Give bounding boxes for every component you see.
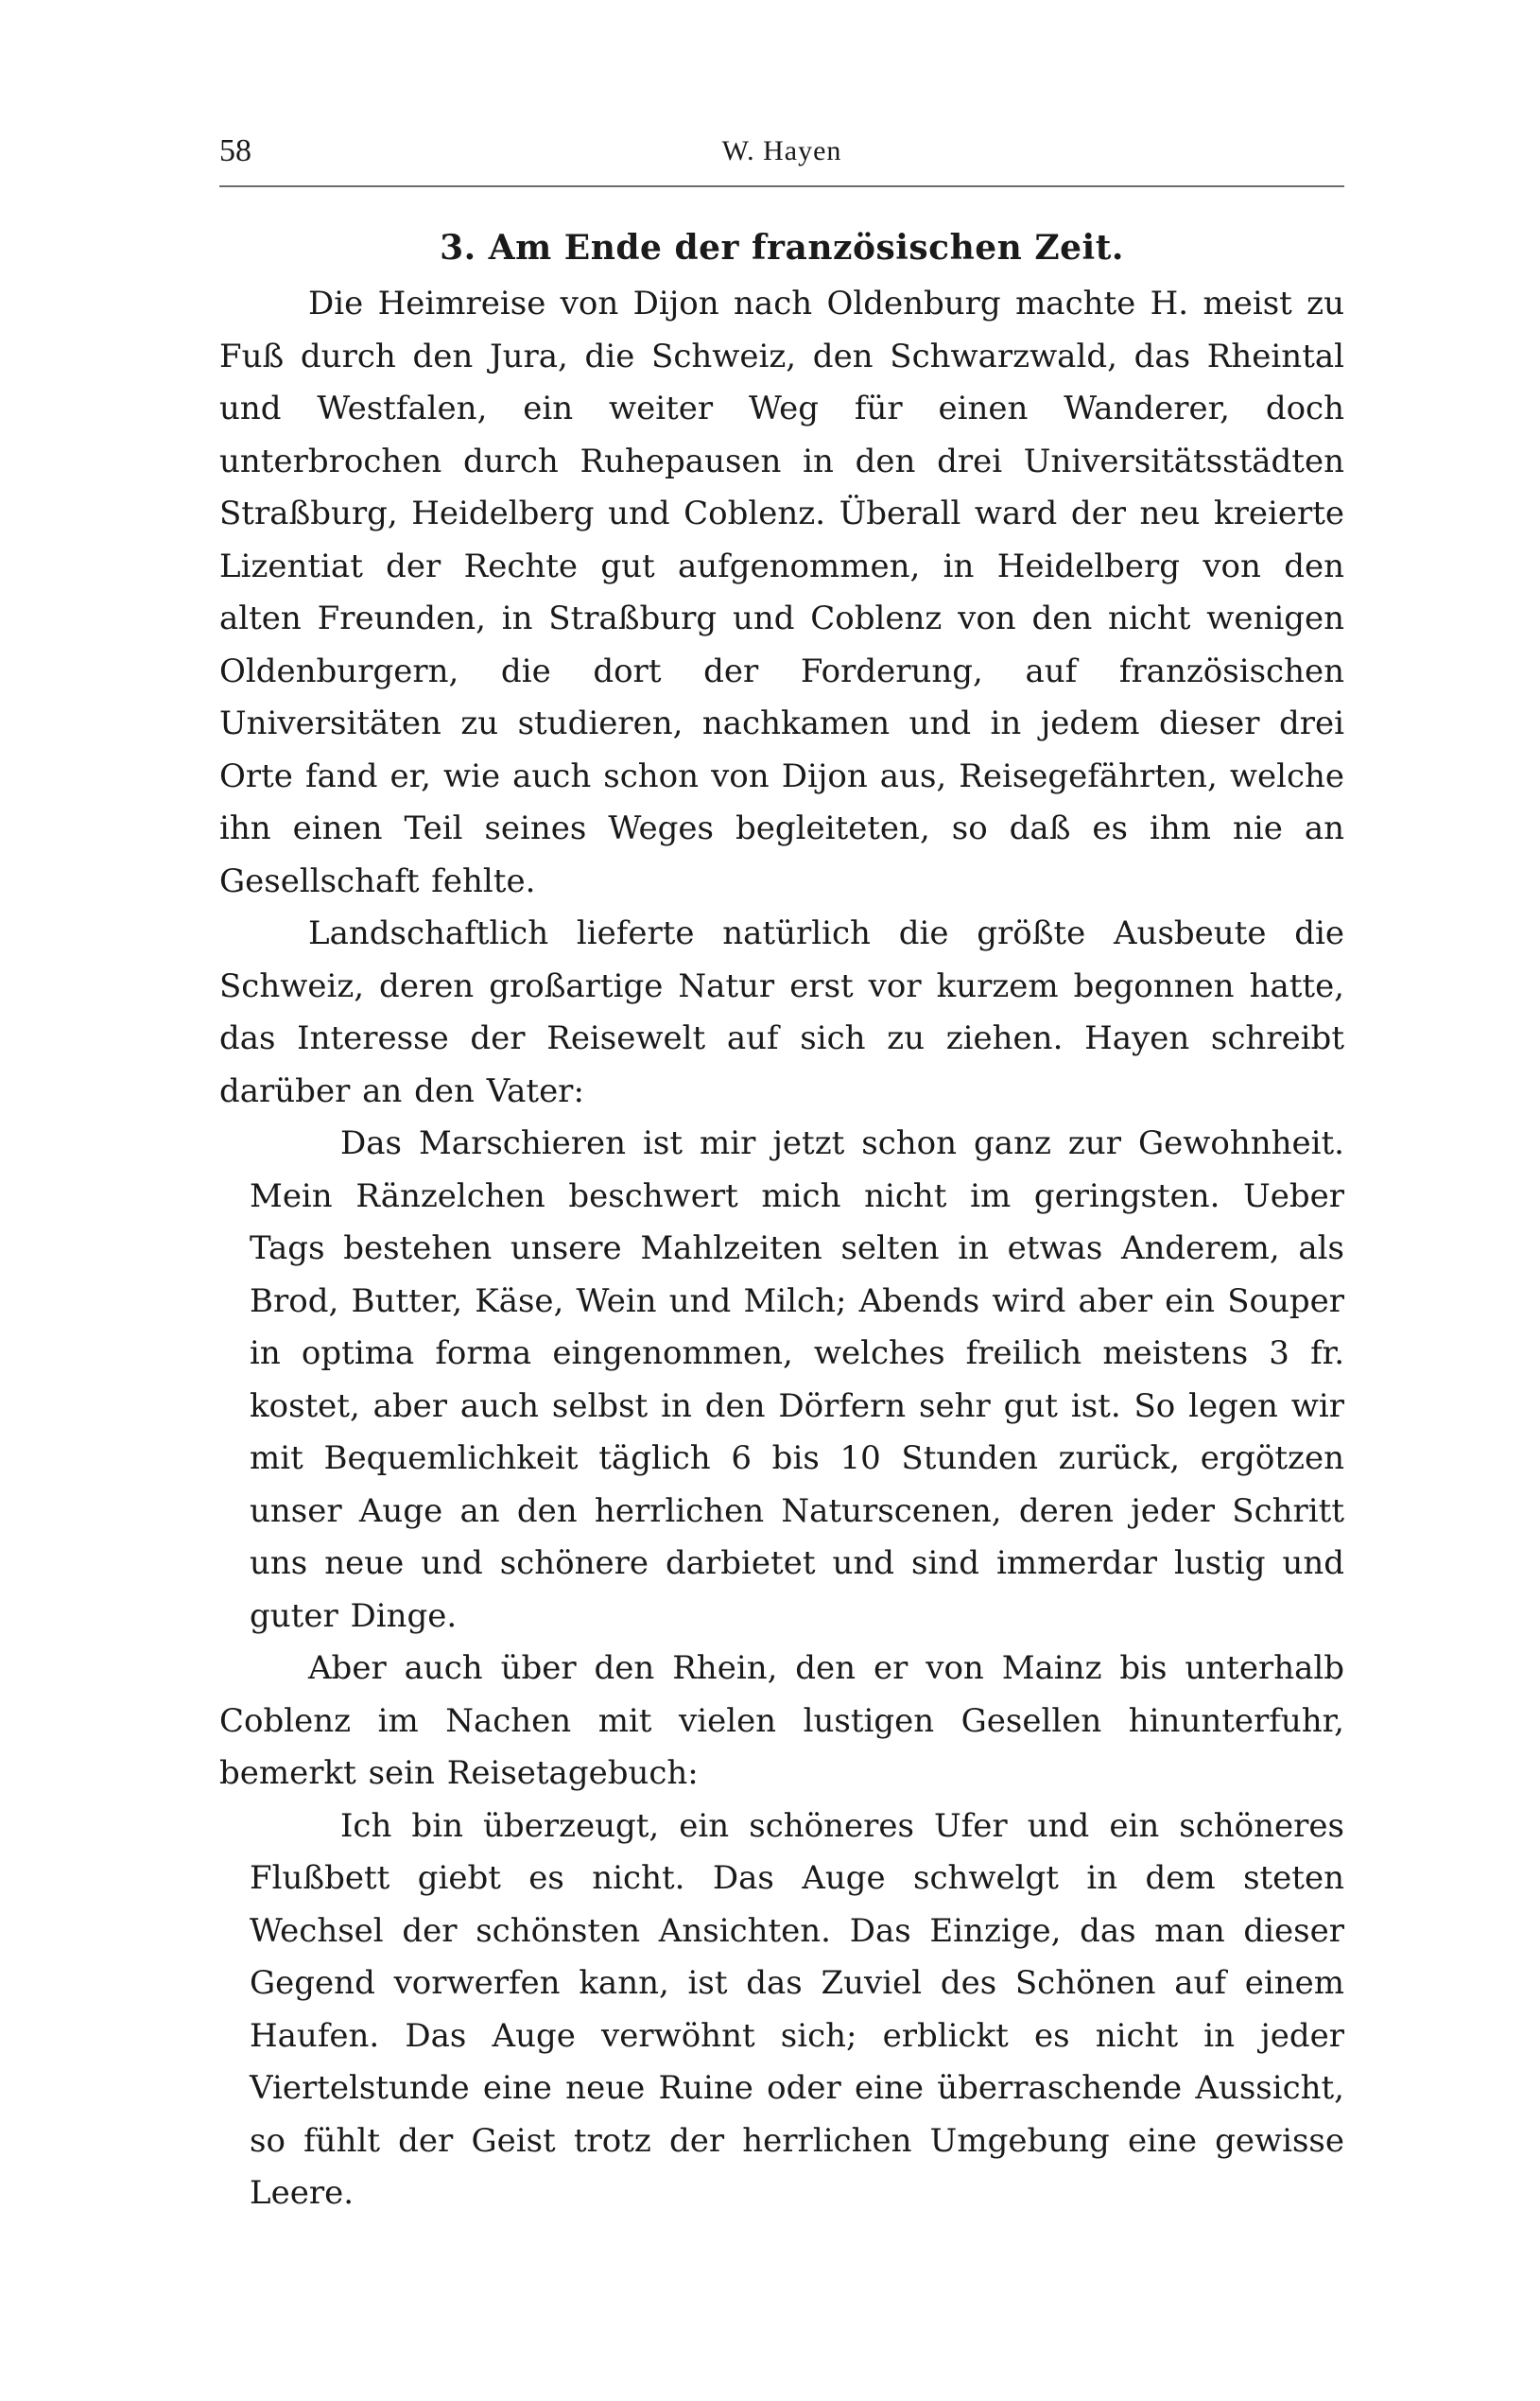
body-text xyxy=(219,278,1344,2220)
paragraph-landschaftlich: Landschaftlich lieferte natürlich die größte Ausbeute die Schweiz, deren großartige Natur erst vor kurzem begonnen hatte, das Interesse der Reisewelt auf sich zu ziehen. Hayen schreibt darüber an den Vater: xyxy=(219,914,1344,1110)
header-divider xyxy=(219,185,1344,187)
page-number: 58 xyxy=(219,133,251,168)
section-heading: 3. Am Ende der französischen Zeit. xyxy=(440,228,1124,268)
paragraph-heimreise: Die Heimreise von Dijon nach Oldenburg machte H. meist zu Fuß durch den Jura, die Schweiz, den Schwarzwald, das Rheintal und Westfalen, ein weiter Weg für einen Wanderer, doch unterbrochen durch Ruhepausen in den drei Universitätsstädten Straßburg, Heidelberg und Coblenz. Überall ward der neu kreierte Lizentiat der Rechte gut aufgenommen, in Heidelberg von den alten Freunden, in Straßburg und Coblenz von den nicht wenigen Oldenburgern, die dort der Forderung, auf französischen Universitäten zu studieren, nachkamen und in jedem dieser drei Orte fand er, wie auch schon von Dijon aus, Reisegefährten, welche ihn einen Teil seines Weges begleiteten, so daß es ihm nie an Gesellschaft fehlte. xyxy=(219,285,1344,900)
quote-travel-diary: Ich bin überzeugt, ein schöneres Ufer und ein schöneres Flußbett giebt es nicht. Das Auge schwelgt in dem steten Wechsel der schönsten Ansichten. Das Einzige, das man dieser Gegend vorwerfen kann, ist das Zuviel des Schönen auf einem Haufen. Das Auge verwöhnt sich; erblickt es nicht in jeder Viertelstunde eine neue Ruine oder eine überraschende Aussicht, so fühlt der Geist trotz der herrlichen Umgebung eine gewisse Leere. xyxy=(250,1806,1344,2212)
running-title: W. Hayen xyxy=(721,135,842,166)
quote-letter-to-father: Das Marschieren ist mir jetzt schon ganz zur Gewohnheit. Mein Ränzelchen beschwert mich nicht im geringsten. Ueber Tags bestehen unsere Mahlzeiten selten in etwas Anderem, als Brod, Butter, Käse, Wein und Milch; Abends wird aber ein Souper in optima forma eingenommen, welches freilich meistens 3 fr. kostet, aber auch selbst in den Dörfern sehr gut ist. So legen wir mit Bequemlichkeit täglich 6 bis 10 Stunden zurück, ergötzen unser Auge an den herrlichen Naturscenen, deren jeder Schritt uns neue und schönere darbietet und sind immerdar lustig und guter Dinge. xyxy=(250,1124,1344,1635)
running-head xyxy=(219,132,1344,189)
paragraph-rhein: Aber auch über den Rhein, den er von Mainz bis unterhalb Coblenz im Nachen mit vielen lustigen Gesellen hinunterfuhr, bemerkt sein Reisetagebuch: xyxy=(219,1649,1344,1792)
